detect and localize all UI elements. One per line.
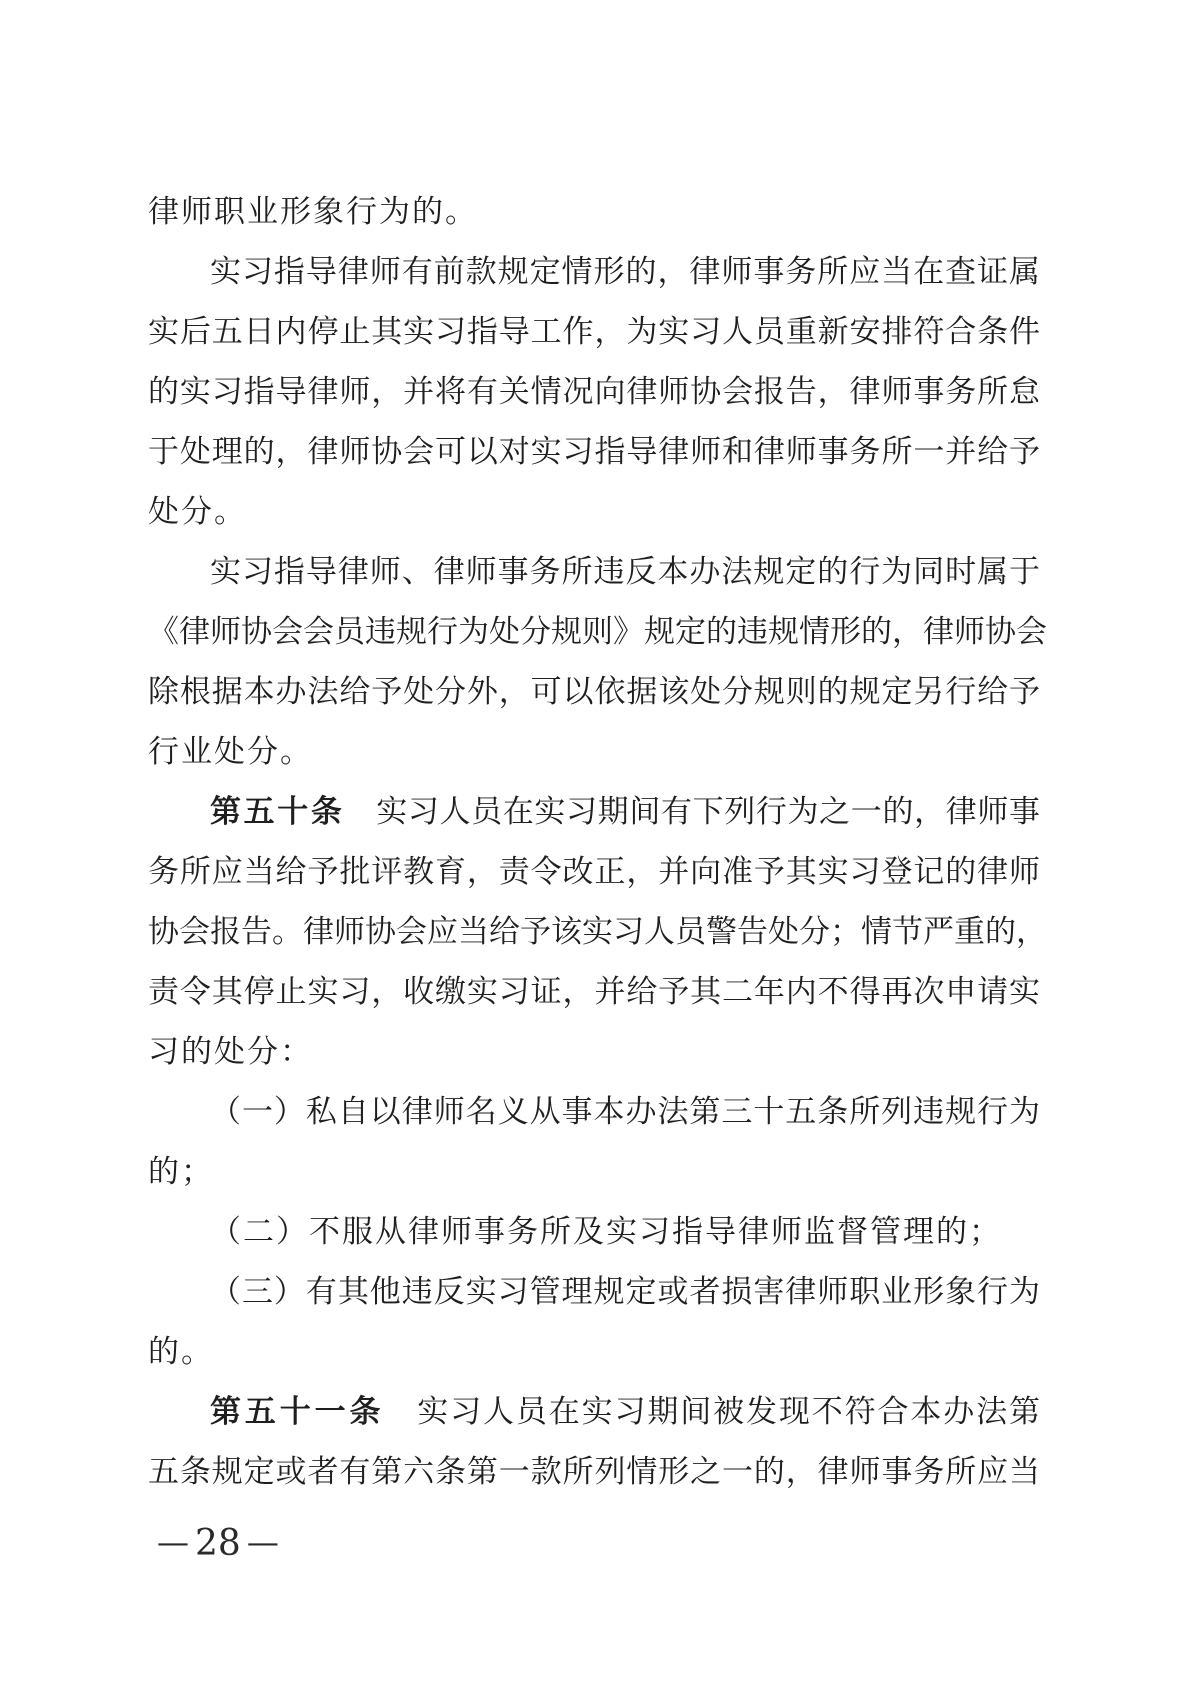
line-text: 的。 [148,1334,214,1370]
line-text: 的； [148,1154,214,1190]
article-number: 第五十条 [210,794,345,830]
document-body [148,182,1047,1502]
line-text: （二）不服从律师事务所及实习指导律师监督管理的； [210,1214,1002,1250]
text-line [148,602,1047,662]
text-line [148,1082,1040,1142]
text-line [148,1382,1040,1442]
line-text: 于处理的，律师协会可以对实习指导律师和律师事务所一并给予 [148,434,1040,470]
line-text: 务所应当给予批评教育，责令改正，并向准予其实习登记的律师 [148,854,1040,890]
line-text: 实习人员在实习期间有下列行为之一的，律师事 [344,794,1041,830]
line-text: 除根据本办法给予处分外，可以依据该处分规则的规定另行给予 [148,674,1040,710]
text-line [148,242,1040,302]
text-line [148,182,1040,242]
text-line [148,962,1040,1022]
text-line [148,842,1040,902]
text-line [148,542,1040,602]
line-text: 的实习指导律师，并将有关情况向律师协会报告，律师事务所怠 [148,374,1040,410]
article-number: 第五十一条 [210,1394,385,1430]
footer-dash-right: — [246,1523,279,1561]
text-line [148,422,1040,482]
line-text: 实习人员在实习期间被发现不符合本办法第 [384,1394,1040,1430]
text-line [148,662,1040,722]
text-line [148,482,1040,542]
line-text: 实后五日内停止其实习指导工作，为实习人员重新安排符合条件 [148,314,1040,350]
page-footer [157,1522,279,1566]
text-line [148,1322,1040,1382]
text-line [148,302,1040,362]
page-number: 28 [195,1523,241,1564]
text-line [148,1202,1040,1262]
text-line [148,1022,1040,1082]
text-line [148,782,1040,842]
text-line [148,362,1040,422]
line-text: 习的处分： [148,1034,313,1070]
line-text: 行业处分。 [148,734,313,770]
line-text: 实习指导律师、律师事务所违反本办法规定的行为同时属于 [210,554,1040,590]
footer-dash-left: — [157,1523,189,1561]
line-text: 实习指导律师有前款规定情形的，律师事务所应当在查证属 [210,254,1040,290]
text-line [148,902,1047,962]
line-text: 协会报告。律师协会应当给予该实习人员警告处分；情节严重的， [148,914,1047,950]
text-line [148,1142,1040,1202]
text-line [148,722,1040,782]
line-text: 责令其停止实习，收缴实习证，并给予其二年内不得再次申请实 [148,974,1040,1010]
text-line [148,1442,1040,1502]
text-line [148,1262,1040,1322]
line-text: 律师职业形象行为的。 [148,194,478,230]
line-text: 处分。 [148,494,247,530]
line-text: 五条规定或者有第六条第一款所列情形之一的，律师事务所应当 [148,1454,1040,1490]
line-text: 《律师协会会员违规行为处分规则》规定的违规情形的，律师协会 [148,614,1047,650]
line-text: （一）私自以律师名义从事本办法第三十五条所列违规行为 [210,1094,1040,1130]
line-text: （三）有其他违反实习管理规定或者损害律师职业形象行为 [210,1274,1040,1310]
